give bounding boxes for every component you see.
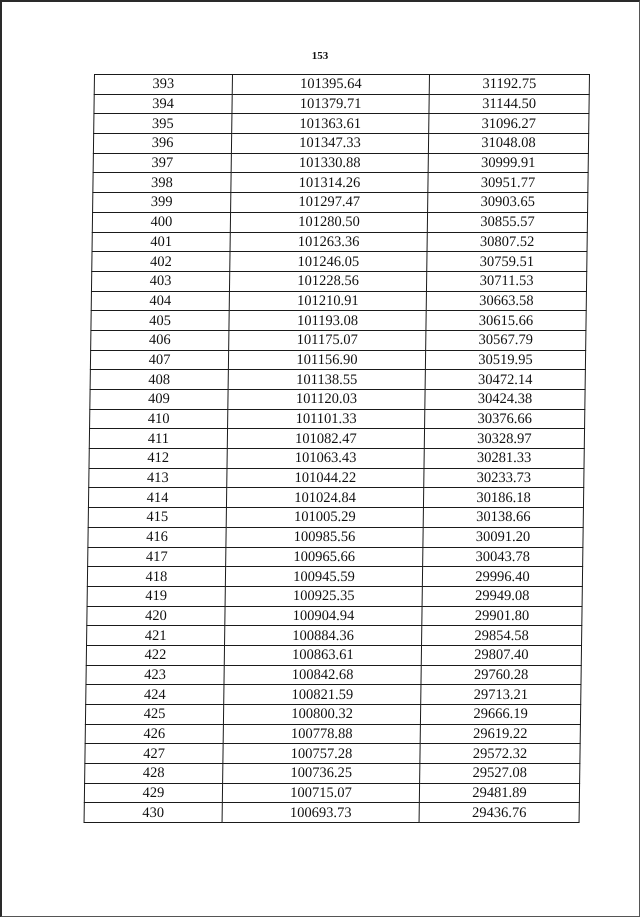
row-index-cell: 393	[94, 75, 232, 95]
value-a-cell: 100736.25	[223, 764, 420, 784]
table-row	[87, 606, 582, 626]
value-a-cell: 101063.43	[227, 449, 424, 469]
row-index-cell: 414	[88, 488, 226, 508]
value-b-cell: 30328.97	[424, 429, 584, 449]
value-a-cell: 100757.28	[223, 744, 420, 764]
row-index-cell: 429	[84, 783, 222, 803]
value-b-cell: 30472.14	[425, 370, 585, 390]
row-index-cell: 415	[88, 508, 226, 528]
value-a-cell: 100800.32	[223, 705, 420, 725]
table-row	[86, 685, 581, 705]
table-row	[93, 173, 588, 193]
table-row	[93, 134, 588, 154]
table-row	[90, 350, 585, 370]
row-index-cell: 401	[92, 232, 230, 252]
table-row	[85, 764, 580, 784]
value-b-cell: 29807.40	[421, 645, 581, 665]
value-a-cell: 101193.08	[229, 311, 426, 331]
value-a-cell: 100693.73	[222, 803, 419, 823]
table-row	[94, 94, 589, 114]
value-a-cell: 101314.26	[231, 173, 428, 193]
row-index-cell: 400	[92, 212, 230, 232]
value-b-cell: 31192.75	[429, 75, 589, 95]
table-row	[85, 705, 580, 725]
value-b-cell: 30138.66	[423, 508, 583, 528]
row-index-cell: 427	[85, 744, 223, 764]
table-row	[87, 586, 582, 606]
row-index-cell: 406	[91, 330, 229, 350]
table-row	[93, 193, 588, 213]
value-a-cell: 100945.59	[225, 567, 422, 587]
row-index-cell: 430	[84, 803, 222, 823]
value-a-cell: 101156.90	[228, 350, 425, 370]
value-b-cell: 29481.89	[419, 783, 579, 803]
value-b-cell: 29949.08	[422, 586, 582, 606]
row-index-cell: 396	[93, 134, 231, 154]
row-index-cell: 407	[90, 350, 228, 370]
value-b-cell: 30376.66	[425, 409, 585, 429]
value-a-cell: 100778.88	[223, 724, 420, 744]
row-index-cell: 417	[88, 547, 226, 567]
table-body	[84, 75, 589, 823]
row-index-cell: 394	[94, 94, 232, 114]
row-index-cell: 423	[86, 665, 224, 685]
table-row	[88, 527, 583, 547]
value-a-cell: 101210.91	[229, 291, 426, 311]
table-row	[88, 547, 583, 567]
value-a-cell: 101024.84	[226, 488, 423, 508]
value-b-cell: 30903.65	[428, 193, 588, 213]
table-row	[84, 803, 579, 823]
value-b-cell: 30759.51	[427, 252, 587, 272]
value-b-cell: 29572.32	[420, 744, 580, 764]
row-index-cell: 410	[90, 409, 228, 429]
value-a-cell: 101395.64	[232, 75, 429, 95]
table-row	[90, 409, 585, 429]
row-index-cell: 426	[85, 724, 223, 744]
value-a-cell: 101082.47	[227, 429, 424, 449]
value-a-cell: 101101.33	[228, 409, 425, 429]
value-b-cell: 30855.57	[427, 212, 587, 232]
row-index-cell: 397	[93, 153, 231, 173]
value-b-cell: 30281.33	[424, 449, 584, 469]
row-index-cell: 425	[85, 705, 223, 725]
value-a-cell: 101347.33	[231, 134, 428, 154]
row-index-cell: 405	[91, 311, 229, 331]
row-index-cell: 408	[90, 370, 228, 390]
value-b-cell: 29619.22	[420, 724, 580, 744]
value-b-cell: 29436.76	[419, 803, 579, 823]
value-a-cell: 101120.03	[228, 390, 425, 410]
table-row	[90, 370, 585, 390]
row-index-cell: 403	[91, 271, 229, 291]
row-index-cell: 416	[88, 527, 226, 547]
table-row	[87, 626, 582, 646]
value-b-cell: 29901.80	[422, 606, 582, 626]
value-a-cell: 100985.56	[226, 527, 423, 547]
table-row	[91, 291, 586, 311]
value-a-cell: 101175.07	[229, 330, 426, 350]
table-row	[92, 232, 587, 252]
value-a-cell: 101246.05	[230, 252, 427, 272]
value-b-cell: 29996.40	[422, 567, 582, 587]
table-row	[92, 212, 587, 232]
table-row	[85, 724, 580, 744]
value-a-cell: 100715.07	[222, 783, 419, 803]
table-row	[85, 744, 580, 764]
value-b-cell: 30519.95	[425, 350, 585, 370]
value-b-cell: 30807.52	[427, 232, 587, 252]
value-a-cell: 100863.61	[224, 645, 421, 665]
table-row	[91, 271, 586, 291]
value-b-cell: 29760.28	[421, 665, 581, 685]
row-index-cell: 424	[86, 685, 224, 705]
value-a-cell: 101297.47	[231, 193, 428, 213]
value-b-cell: 29854.58	[422, 626, 582, 646]
table-row	[90, 390, 585, 410]
value-a-cell: 100884.36	[225, 626, 422, 646]
value-a-cell: 101379.71	[232, 94, 429, 114]
row-index-cell: 411	[89, 429, 227, 449]
table-row	[92, 252, 587, 272]
value-b-cell: 30615.66	[426, 311, 586, 331]
value-a-cell: 101280.50	[230, 212, 427, 232]
value-b-cell: 30424.38	[425, 390, 585, 410]
table-row	[91, 311, 586, 331]
row-index-cell: 395	[94, 114, 232, 134]
value-b-cell: 30233.73	[424, 468, 584, 488]
value-b-cell: 30091.20	[423, 527, 583, 547]
value-b-cell: 31096.27	[429, 114, 589, 134]
value-b-cell: 30186.18	[423, 488, 583, 508]
row-index-cell: 398	[93, 173, 231, 193]
table-row	[93, 153, 588, 173]
value-a-cell: 101263.36	[230, 232, 427, 252]
value-a-cell: 100965.66	[226, 547, 423, 567]
value-b-cell: 30663.58	[426, 291, 586, 311]
value-a-cell: 101228.56	[229, 271, 426, 291]
value-b-cell: 30999.91	[428, 153, 588, 173]
value-a-cell: 101138.55	[228, 370, 425, 390]
table-row	[89, 468, 584, 488]
value-a-cell: 101005.29	[226, 508, 423, 528]
row-index-cell: 399	[93, 193, 231, 213]
row-index-cell: 412	[89, 449, 227, 469]
value-b-cell: 29713.21	[421, 685, 581, 705]
row-index-cell: 420	[87, 606, 225, 626]
table-row	[89, 449, 584, 469]
table-row	[89, 429, 584, 449]
value-b-cell: 31048.08	[428, 134, 588, 154]
table-row	[84, 783, 579, 803]
page-number: 153	[311, 50, 329, 62]
data-table	[84, 74, 590, 823]
value-b-cell: 30043.78	[423, 547, 583, 567]
row-index-cell: 428	[85, 764, 223, 784]
table-row	[88, 488, 583, 508]
row-index-cell: 422	[86, 645, 224, 665]
value-a-cell: 101363.61	[232, 114, 429, 134]
row-index-cell: 404	[91, 291, 229, 311]
row-index-cell: 421	[87, 626, 225, 646]
value-b-cell: 29527.08	[420, 764, 580, 784]
value-b-cell: 31144.50	[429, 94, 589, 114]
table-row	[94, 75, 589, 95]
row-index-cell: 409	[90, 390, 228, 410]
value-b-cell: 30567.79	[426, 330, 586, 350]
value-a-cell: 101044.22	[227, 468, 424, 488]
value-a-cell: 100904.94	[225, 606, 422, 626]
table-row	[94, 114, 589, 134]
value-a-cell: 100821.59	[224, 685, 421, 705]
table-row	[88, 508, 583, 528]
value-a-cell: 100842.68	[224, 665, 421, 685]
row-index-cell: 402	[92, 252, 230, 272]
table-row	[87, 567, 582, 587]
value-a-cell: 100925.35	[225, 586, 422, 606]
table-row	[86, 665, 581, 685]
table-row	[91, 330, 586, 350]
value-b-cell: 30711.53	[426, 271, 586, 291]
row-index-cell: 419	[87, 586, 225, 606]
value-a-cell: 101330.88	[231, 153, 428, 173]
row-index-cell: 418	[87, 567, 225, 587]
table-row	[86, 645, 581, 665]
row-index-cell: 413	[89, 468, 227, 488]
value-b-cell: 29666.19	[420, 705, 580, 725]
value-b-cell: 30951.77	[428, 173, 588, 193]
